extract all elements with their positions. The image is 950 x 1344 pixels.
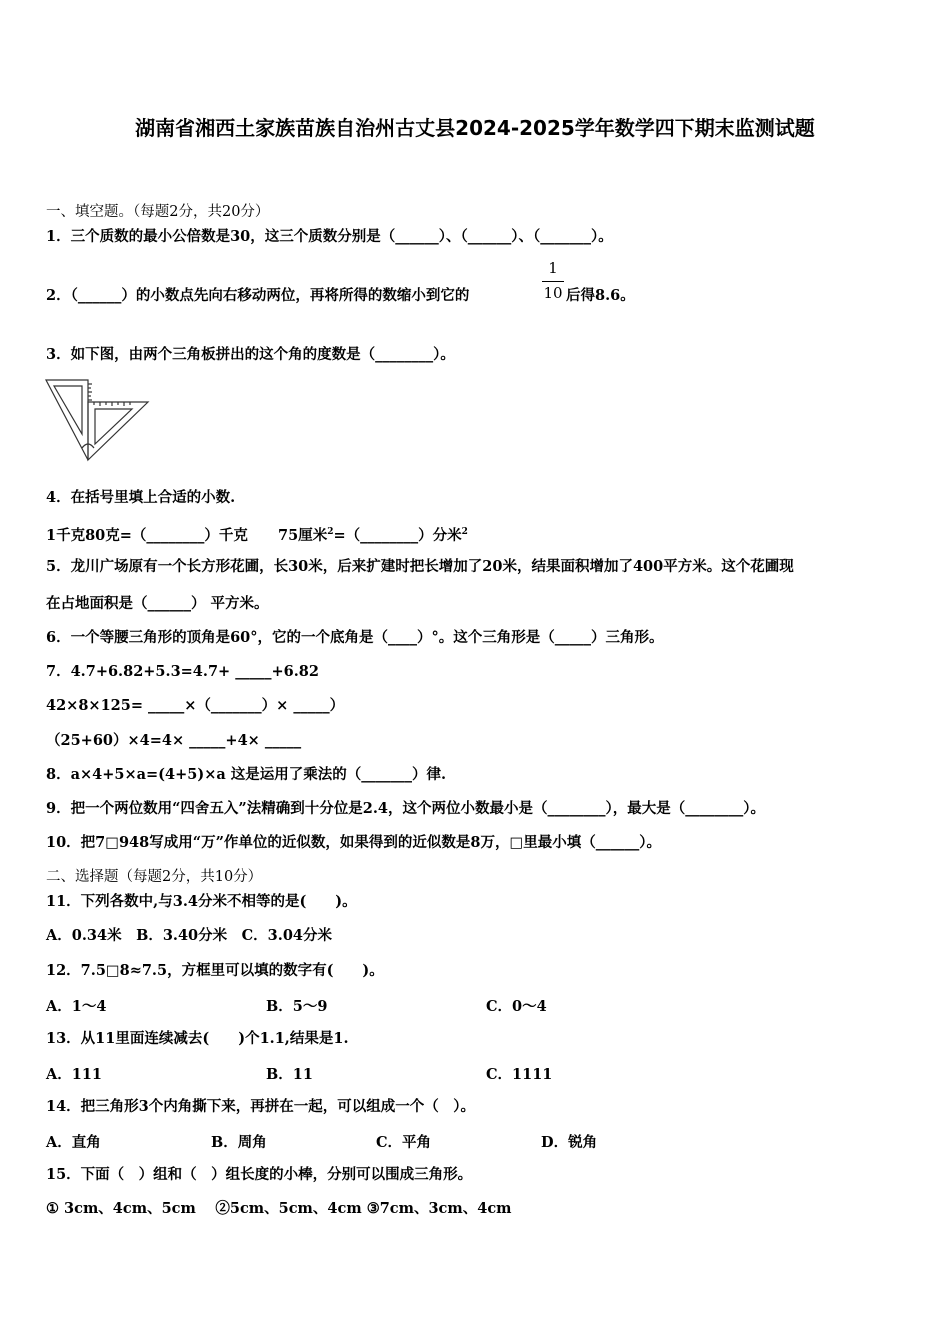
- question-12-option-b: B．5～9: [266, 998, 328, 1015]
- question-4: 4．在括号里填上合适的小数.: [46, 489, 236, 506]
- question-8: 8．a×4+5×a=(4+5)×a 这是运用了乘法的（_______）律.: [46, 766, 447, 783]
- question-11-options: A．0.34米 B．3.40分米 C．3.04分米: [46, 927, 332, 944]
- question-5-line-1: 5．龙川广场原有一个长方形花圃，长30米，后来扩建时把长增加了20米，结果面积增加了400平方米。这个花圃现: [46, 558, 794, 575]
- triangle-a-inner: [54, 386, 82, 434]
- question-12-option-a: A．1～4: [46, 998, 107, 1015]
- question-4-item-b: 75厘米: [278, 527, 328, 544]
- fraction-numerator: 1: [548, 259, 558, 277]
- question-14: 14．把三角形3个内角撕下来，再拼在一起，可以组成一个（ ）。: [46, 1098, 476, 1115]
- question-4-items: [46, 522, 468, 546]
- question-12-option-c: C．0～4: [486, 998, 547, 1015]
- question-14-option-d: D．锐角: [541, 1134, 598, 1151]
- triangle-b-inner: [95, 409, 132, 444]
- question-4-item-a: 1千克80克=（________）千克: [46, 527, 248, 544]
- question-15: 15．下面（ ）组和（ ）组长度的小棒，分别可以围成三角形。: [46, 1166, 473, 1183]
- question-2-part-b: 后得8.6。: [566, 287, 635, 304]
- question-3: 3．如下图，由两个三角板拼出的这个角的度数是（________）。: [46, 346, 455, 363]
- superscript-2: 2: [327, 527, 334, 537]
- question-13: 13．从11里面连续减去( )个1.1,结果是1.: [46, 1030, 349, 1047]
- question-7-line-3: （25+60）×4=4× _____+4× _____: [46, 732, 302, 749]
- superscript-2-end: 2: [461, 527, 468, 537]
- question-11: 11．下列各数中,与3.4分米不相等的是( )。: [46, 893, 357, 910]
- question-7-line-2: 42×8×125= _____×（_______）× _____）: [46, 697, 345, 714]
- page-title: 湖南省湘西土家族苗族自治州古丈县2024-2025学年数学四下期末监测试题: [135, 116, 815, 140]
- question-4-item-b-rest: =（________）分米: [333, 527, 462, 544]
- question-14-option-c: C．平角: [376, 1134, 432, 1151]
- question-5-line-2: 在占地面积是（______） 平方米。: [46, 595, 269, 612]
- triangle-b-outer: [88, 402, 148, 460]
- question-15-options: ① 3cm、4cm、5cm ②5cm、5cm、4cm ③7cm、3cm、4cm: [46, 1200, 512, 1217]
- question-13-option-a: A．111: [46, 1066, 103, 1083]
- section-2-heading: 二、选择题（每题2分，共10分）: [46, 869, 263, 885]
- question-12: 12．7.5□8≈7.5，方框里可以填的数字有( )。: [46, 962, 384, 979]
- question-13-option-c: C．1111: [486, 1066, 553, 1083]
- question-13-option-b: B．11: [266, 1066, 313, 1083]
- question-14-option-a: A．直角: [46, 1134, 101, 1151]
- question-2-part-a: 2．（______）的小数点先向右移动两位，再将所得的数缩小到它的: [46, 287, 470, 304]
- question-1: 1．三个质数的最小公倍数是30，这三个质数分别是（______）、（______）、（_______）。: [46, 228, 613, 245]
- question-10: 10．把7□948写成用“万”作单位的近似数，如果得到的近似数是8万，□里最小填（______）。: [46, 834, 661, 851]
- question-6: 6．一个等腰三角形的顶角是60°，它的一个底角是（____）°。这个三角形是（_____）三角形。: [46, 629, 664, 646]
- question-9: 9．把一个两位数用“四舍五入”法精确到十分位是2.4，这个两位小数最小是（________），最大是（________）。: [46, 800, 765, 817]
- question-14-option-b: B．周角: [211, 1134, 267, 1151]
- section-1-heading: 一、填空题。（每题2分，共20分）: [46, 204, 270, 220]
- question-7-line-1: 7．4.7+6.82+5.3=4.7+ _____+6.82: [46, 663, 319, 680]
- fraction-denominator: 10: [543, 284, 563, 302]
- fraction-bar: [542, 281, 564, 282]
- set-square-figure: [44, 376, 152, 464]
